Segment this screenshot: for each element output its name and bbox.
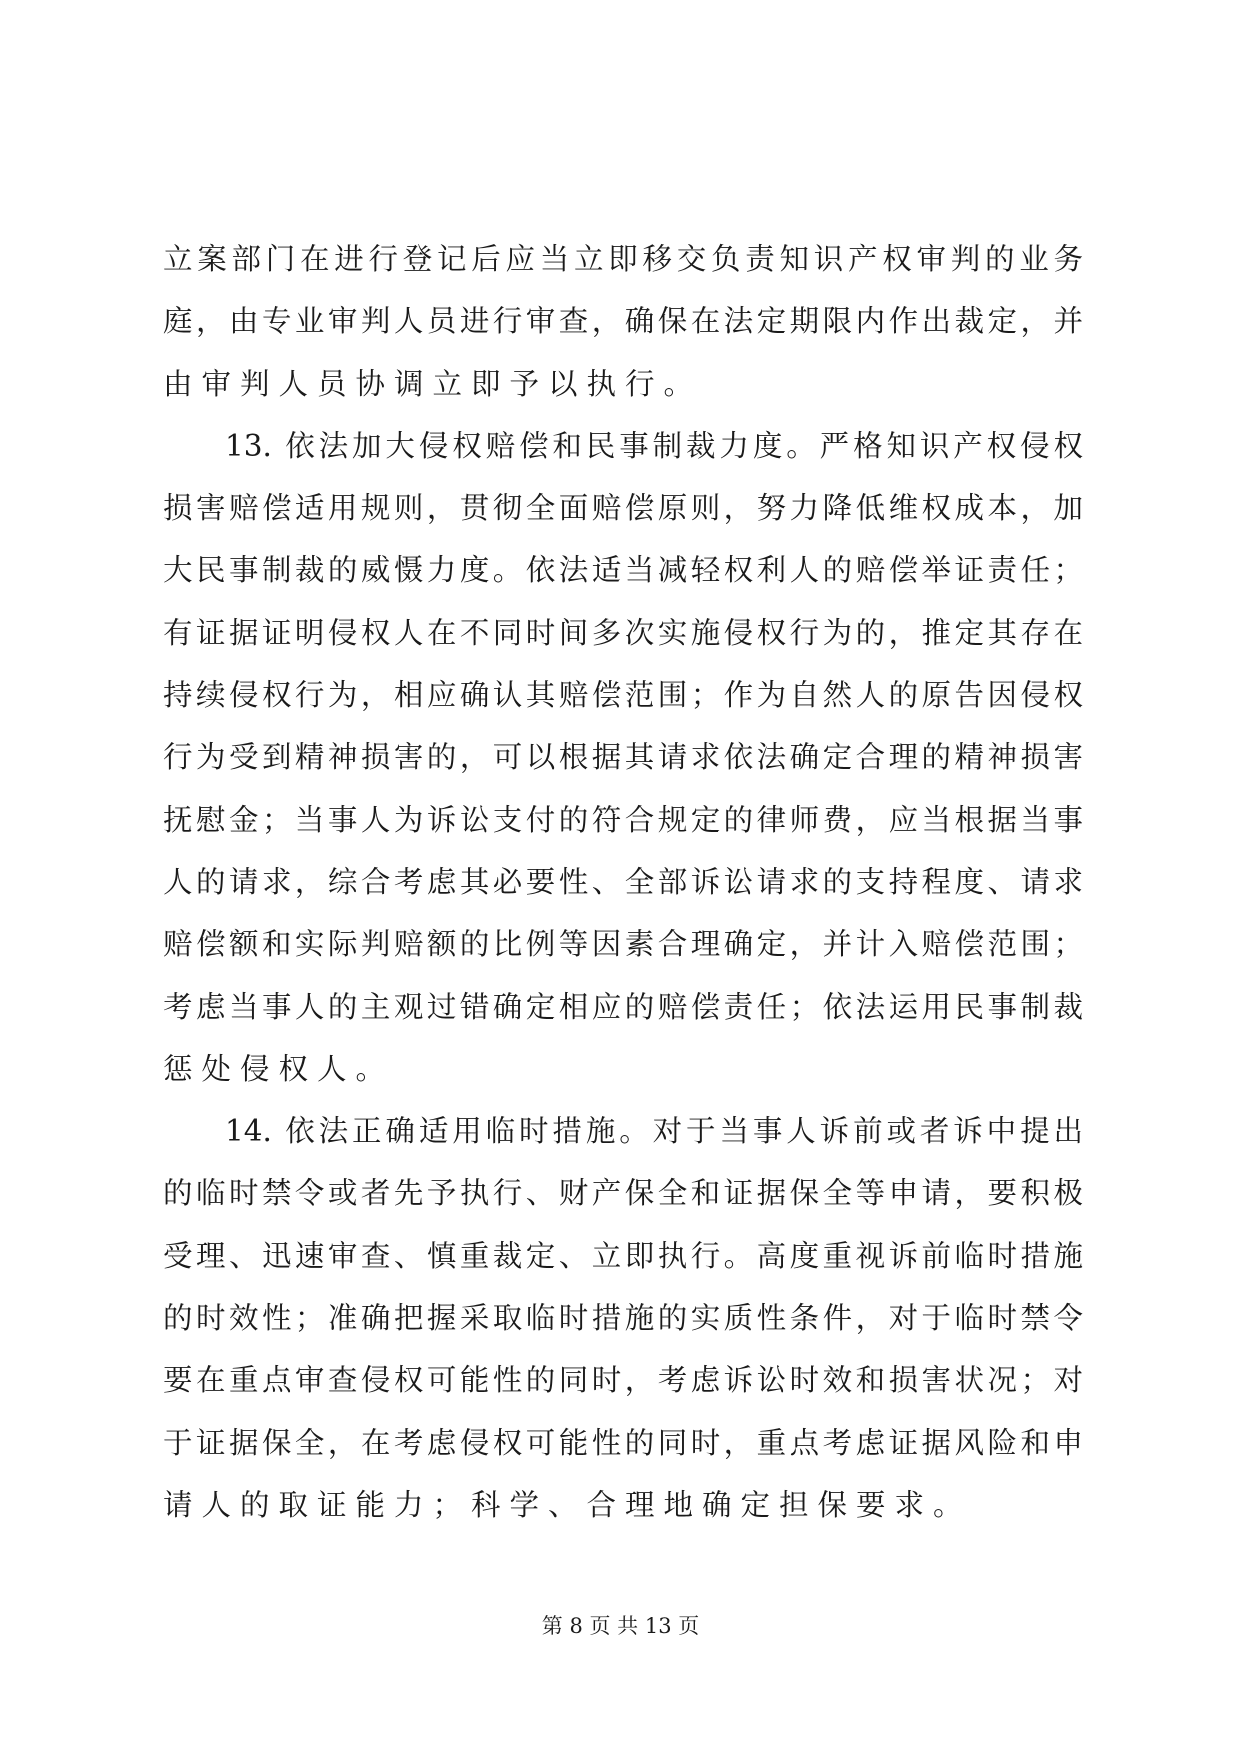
text-line: 损害赔偿适用规则，贯彻全面赔偿原则，努力降低维权成本，加 (163, 491, 1083, 526)
text-line: 惩处侵权人。 (163, 1051, 395, 1086)
text-line: 于证据保全，在考虑侵权可能性的同时，重点考虑证据风险和申 (163, 1425, 1083, 1460)
body-text (163, 228, 1083, 1536)
text-line: 抚慰金；当事人为诉讼支付的符合规定的律师费，应当根据当事 (163, 802, 1083, 837)
text-line: 的时效性；准确把握采取临时措施的实质性条件，对于临时禁令 (163, 1301, 1083, 1336)
text-line: 由审判人员协调立即予以执行。 (163, 366, 703, 401)
text-line: 庭，由专业审判人员进行审查，确保在法定期限内作出裁定，并 (163, 304, 1083, 339)
text-line: 请人的取证能力；科学、合理地确定担保要求。 (163, 1487, 972, 1522)
paragraph-14-heading-line: 14. 依法正确适用临时措施。对于当事人诉前或者诉中提出 (225, 1114, 1083, 1149)
paragraph-13-heading-line: 13. 依法加大侵权赔偿和民事制裁力度。严格知识产权侵权 (225, 428, 1083, 463)
text-line: 人的请求，综合考虑其必要性、全部诉讼请求的支持程度、请求 (163, 864, 1083, 899)
text-line: 行为受到精神损害的，可以根据其请求依法确定合理的精神损害 (163, 740, 1083, 775)
text-line: 持续侵权行为，相应确认其赔偿范围；作为自然人的原告因侵权 (163, 678, 1083, 713)
text-line: 立案部门在进行登记后应当立即移交负责知识产权审判的业务 (163, 242, 1083, 276)
text-line: 受理、迅速审查、慎重裁定、立即执行。高度重视诉前临时措施 (163, 1238, 1083, 1273)
text-line: 要在重点审查侵权可能性的同时，考虑诉讼时效和损害状况；对 (163, 1363, 1083, 1398)
text-line: 考虑当事人的主观过错确定相应的赔偿责任；依法运用民事制裁 (163, 989, 1083, 1024)
text-line: 赔偿额和实际判赔额的比例等因素合理确定，并计入赔偿范围； (163, 927, 1083, 962)
text-line: 的临时禁令或者先予执行、财产保全和证据保全等申请，要积极 (163, 1176, 1083, 1211)
page-number-footer: 第 8 页 共 13 页 (541, 1614, 700, 1638)
text-line: 有证据证明侵权人在不同时间多次实施侵权行为的，推定其存在 (163, 615, 1083, 650)
text-line: 大民事制裁的威慑力度。依法适当减轻权利人的赔偿举证责任； (163, 553, 1083, 588)
